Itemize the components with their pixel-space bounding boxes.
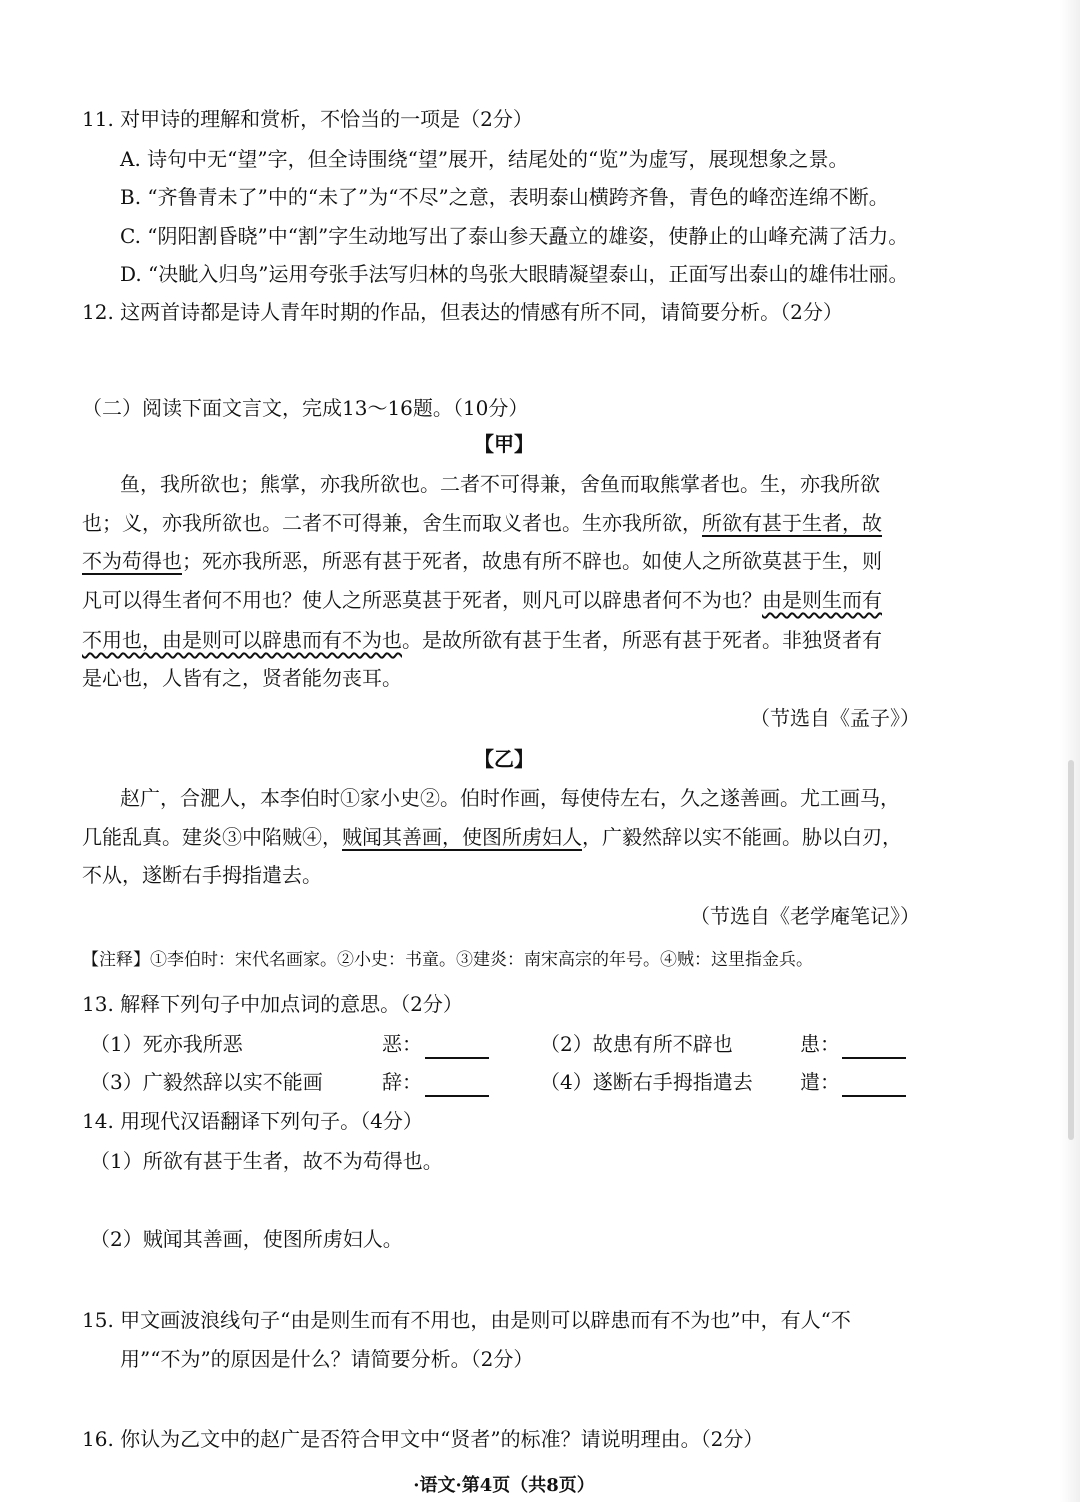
- q13-stem: 13. 解释下列句子中加点词的意思。（2分）: [82, 992, 463, 1016]
- passage-text: 几能乱真。建炎③中陷贼④，: [82, 825, 342, 849]
- passage-jia-source: （节选自《孟子》）: [750, 706, 920, 730]
- underlined-sentence: 所欲有甚于生者，故: [702, 511, 882, 535]
- passage-jia-line: [82, 547, 882, 575]
- underlined-sentence: 不为苟得也: [82, 549, 182, 573]
- passage-text: ，广毅然辞以实不能画。胁以白刃，: [582, 825, 902, 849]
- passage-jia-line: [82, 586, 882, 614]
- q13-word-4: 遣：: [800, 1070, 840, 1094]
- q15-stem-line2: 用”“不为”的原因是什么？请简要分析。（2分）: [120, 1347, 534, 1371]
- annotation-notes: 【注释】①李伯时：宋代名画家。②小史：书童。③建炎：南宋高宗的年号。④贼：这里指金兵。: [82, 950, 813, 970]
- passage-text: 凡可以得生者何不用也？使人之所恶莫甚于死者，则凡可以辟患者何不为也？: [82, 588, 762, 612]
- q11-stem: 11. 对甲诗的理解和赏析，不恰当的一项是（2分）: [82, 107, 533, 131]
- q13-word-1: 恶：: [382, 1032, 422, 1056]
- passage-text: 也；义，亦我所欲也。二者不可得兼，舍生而取义者也。生亦我所欲，: [82, 511, 702, 535]
- passage-yi-line: 赵广，合淝人，本李伯时①家小史②。伯时作画，每使侍左右，久之遂善画。尤工画马，: [120, 786, 900, 810]
- answer-blank[interactable]: [842, 1055, 906, 1059]
- q11-option-c: C. “阴阳割昏晓”中“割”字生动地写出了泰山参天矗立的雄姿，使静止的山峰充满了活力。: [120, 224, 909, 248]
- q13-item-2: （2）故患有所不辟也: [540, 1032, 733, 1056]
- q15-stem-line1: 15. 甲文画波浪线句子“由是则生而有不用也，由是则可以辟患而有不为也”中，有人“不: [82, 1308, 851, 1332]
- section2-heading: （二）阅读下面文言文，完成13～16题。（10分）: [82, 396, 529, 420]
- q13-word-2: 患：: [800, 1032, 840, 1056]
- q14-stem: 14. 用现代汉语翻译下列句子。（4分）: [82, 1109, 423, 1133]
- edge-shadow: [1060, 0, 1080, 1502]
- q14-sentence-1: （1）所欲有甚于生者，故不为苟得也。: [90, 1149, 443, 1173]
- q11-option-d: D. “决眦入归鸟”运用夸张手法写归林的鸟张大眼睛凝望泰山，正面写出泰山的雄伟壮丽。: [120, 262, 909, 286]
- passage-jia-line: 是心也，人皆有之，贤者能勿丧耳。: [82, 666, 402, 690]
- passage-jia-line: [82, 509, 882, 537]
- q13-item-4: （4）遂断右手拇指遣去: [540, 1070, 753, 1094]
- scrollbar[interactable]: [1068, 760, 1074, 1140]
- q11-option-a: A. 诗句中无“望”字，但全诗围绕“望”展开，结尾处的“览”为虚写，展现想象之景。: [120, 147, 849, 171]
- passage-jia-line: 鱼，我所欲也；熊掌，亦我所欲也。二者不可得兼，舍鱼而取熊掌者也。生，亦我所欲: [120, 472, 880, 496]
- wavy-underlined-sentence: 由是则生而有: [762, 588, 882, 612]
- passage-yi-source: （节选自《老学庵笔记》）: [690, 904, 920, 928]
- q13-item-1: （1）死亦我所恶: [90, 1032, 243, 1056]
- underlined-sentence: 贼闻其善画，使图所虏妇人: [342, 825, 582, 849]
- passage-yi-line: 不从，遂断右手拇指遣去。: [82, 863, 322, 887]
- q12-stem: 12. 这两首诗都是诗人青年时期的作品，但表达的情感有所不同，请简要分析。（2分）: [82, 300, 843, 324]
- wavy-underlined-sentence: 不用也，由是则可以辟患而有不为也: [82, 628, 402, 652]
- q13-word-3: 辞：: [382, 1070, 422, 1094]
- passage-yi-title: 【乙】: [474, 747, 534, 771]
- q13-item-3: （3）广毅然辞以实不能画: [90, 1070, 323, 1094]
- q16-stem: 16. 你认为乙文中的赵广是否符合甲文中“贤者”的标准？请说明理由。（2分）: [82, 1427, 764, 1451]
- answer-blank[interactable]: [842, 1093, 906, 1097]
- q14-sentence-2: （2）贼闻其善画，使图所虏妇人。: [90, 1227, 403, 1251]
- page-footer: ·语文·第4页（共8页）: [413, 1475, 595, 1496]
- answer-blank[interactable]: [425, 1093, 489, 1097]
- passage-yi-line: [82, 823, 902, 851]
- passage-text: 。是故所欲有甚于生者，所恶有甚于死者。非独贤者有: [402, 628, 882, 652]
- passage-jia-line: [82, 626, 882, 654]
- q11-option-b: B. “齐鲁青未了”中的“未了”为“不尽”之意，表明泰山横跨齐鲁，青色的峰峦连绵不断。: [120, 185, 889, 209]
- passage-jia-title: 【甲】: [474, 432, 534, 456]
- answer-blank[interactable]: [425, 1055, 489, 1059]
- passage-text: ；死亦我所恶，所恶有甚于死者，故患有所不辟也。如使人之所欲莫甚于生，则: [182, 549, 882, 573]
